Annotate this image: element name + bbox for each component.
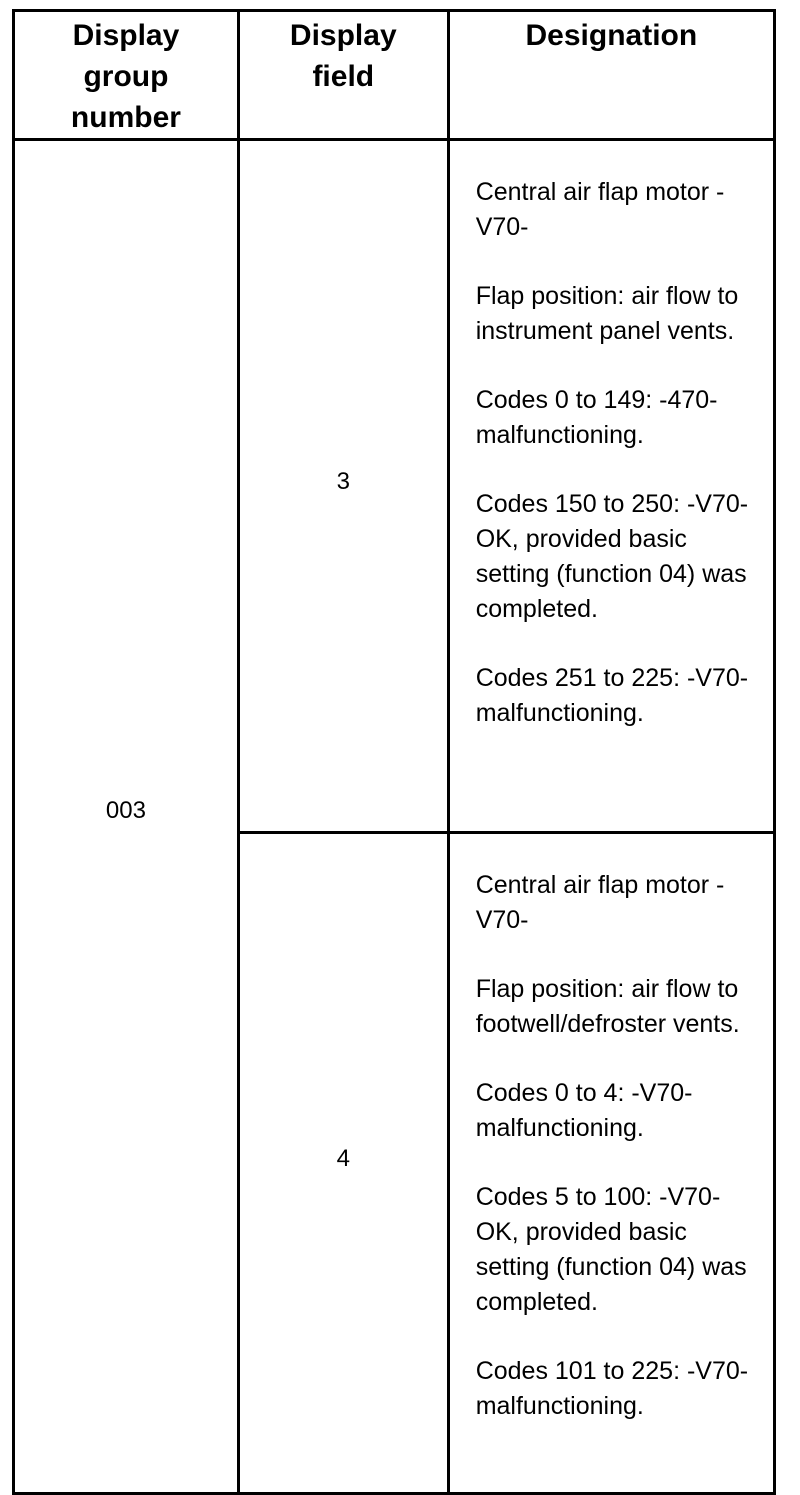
header-group-line-3: number xyxy=(70,101,181,134)
designation-paragraph: Codes 101 to 225: -V70- malfunctioning. xyxy=(475,1357,749,1420)
header-group-line-1: Display xyxy=(72,19,180,52)
designation-paragraph: Central air flap motor -V70- xyxy=(475,178,725,241)
designation-paragraph: Flap position: air flow to instrument panel vents. xyxy=(475,282,739,345)
group-number-cell xyxy=(14,140,239,1494)
header-designation xyxy=(448,11,774,140)
designation-paragraph: Codes 0 to 149: -470- malfunctioning. xyxy=(475,386,718,449)
header-designation-label: Designation xyxy=(525,19,698,52)
designation-cell xyxy=(448,140,774,833)
field-cell xyxy=(238,140,448,833)
table-row xyxy=(14,140,775,833)
designation-cell xyxy=(448,833,774,1494)
header-row xyxy=(14,11,775,140)
designation-paragraph: Codes 5 to 100: -V70- OK, provided basic setting (function 04) was completed. xyxy=(475,1183,747,1316)
designation-paragraph: Codes 251 to 225: -V70- malfunctioning. xyxy=(475,664,749,727)
designation-paragraph: Codes 0 to 4: -V70- malfunctioning. xyxy=(475,1079,693,1142)
display-group-table xyxy=(12,9,776,1495)
group-number: 003 xyxy=(105,796,146,824)
field-cell xyxy=(238,833,448,1494)
designation-paragraph: Central air flap motor -V70- xyxy=(475,871,725,934)
designation-paragraph: Codes 150 to 250: -V70- OK, provided basic setting (function 04) was completed. xyxy=(475,490,749,623)
header-field-line-1: Display xyxy=(289,19,397,52)
field-number: 4 xyxy=(336,1145,350,1172)
header-field-line-2: field xyxy=(312,60,375,93)
header-group-line-2: group xyxy=(83,60,169,93)
header-display-field xyxy=(238,11,448,140)
header-display-group-number xyxy=(14,11,239,140)
designation-paragraph: Flap position: air flow to footwell/defroster vents. xyxy=(475,975,740,1038)
field-number: 3 xyxy=(336,468,350,495)
